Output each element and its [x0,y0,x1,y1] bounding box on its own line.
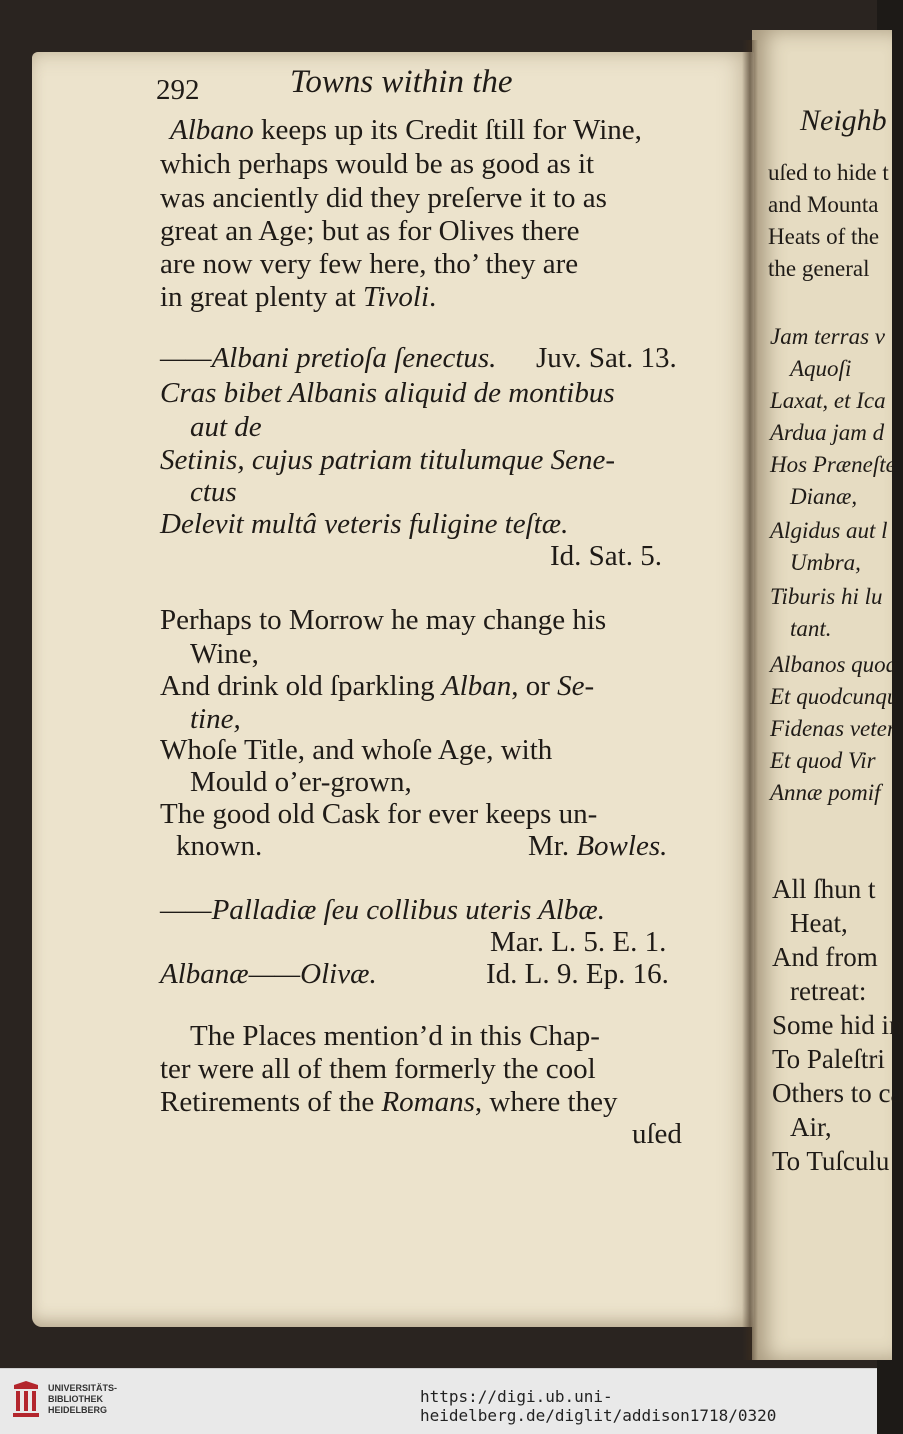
right-line: To Tuſculu [772,1146,890,1176]
right-line: Et quodcunqu [770,684,899,709]
verse-line: Mould o’er-grown, [190,766,412,798]
verse-line: The good old Cask for ever keeps un- [160,798,598,830]
right-line: tant. [790,616,832,641]
verse-line: known. [176,830,263,862]
right-line: retreat: [790,976,867,1006]
latin-quote-line: aut de [190,411,262,443]
line-text: keeps up its Credit ſtill for Wine, [253,114,642,146]
verse-line [160,670,594,702]
right-line: And from [772,942,878,972]
text-line: The Places mention’d in this Chap- [190,1020,600,1052]
right-line: To Paleſtri [772,1044,885,1074]
verse-line: Whoſe Title, and whoſe Age, with [160,734,553,766]
line-text: in great plenty at [160,281,363,313]
latin-quote-line: Cras bibet Albanis aliquid de montibus [160,377,615,409]
page-number: 292 [156,74,200,106]
italic-word: Tivoli [362,281,430,313]
text-line [170,114,642,146]
right-line: Fidenas veter [770,716,896,741]
latin-quote-line: ——Albani pretioſa ſenectus. [160,342,497,374]
text-line: was anciently did they preſerve it to as [160,182,607,214]
right-line: Heats of the [768,224,880,249]
right-line: Heat, [790,908,848,938]
viewer-footer [0,1368,877,1434]
verse-line: Wine, [190,638,259,670]
latin-quote-line: ——Palladiæ ſeu collibus uteris Albæ. [160,894,605,926]
running-title: Towns within the [290,64,513,100]
line-text: , or [511,670,558,702]
right-line: Ardua jam d [770,420,885,445]
right-line: Laxat, et Ica [770,388,886,413]
italic-word: Bowles. [576,830,668,862]
library-name [48,1383,117,1416]
attribution [528,830,667,862]
latin-quote-line: Albanæ——Olivæ. [160,958,377,990]
library-line: BIBLIOTHEK [48,1394,103,1404]
right-line: Et quod Vir [770,748,876,773]
citation: Id. Sat. 5. [550,540,662,572]
right-line: Tiburis hi lu [770,584,883,609]
library-logo-icon[interactable] [10,1379,42,1421]
right-running-title: Neighb [800,104,887,137]
right-line: the general [768,256,870,281]
right-line: Hos Præneſte [770,452,896,477]
right-line: Aquoſi [790,356,852,381]
text-line: are now very few here, tho’ they are [160,248,579,280]
line-text: Retirements of the [160,1086,382,1118]
text-line: which perhaps would be as good as it [160,148,595,180]
latin-quote-line: Setinis, cujus patriam titulumque Sene- [160,444,616,476]
right-line: Dianæ, [790,484,858,509]
right-line: Umbra, [790,550,861,575]
right-line: Air, [790,1112,832,1142]
italic-word: Romans [381,1086,475,1118]
text-line: great an Age; but as for Olives there [160,215,580,247]
latin-quote-line: ctus [190,476,237,508]
right-line: Algidus aut l [770,518,888,543]
right-line: Some hid in [772,1010,903,1040]
text-line [160,1086,617,1118]
right-line: Others to ca [772,1078,903,1108]
catchword: uſed [632,1118,682,1150]
text-line [160,281,436,313]
italic-word: Albano [170,114,254,146]
latin-quote-line: Delevit multâ veteris fuligine teſtæ. [160,508,569,540]
italic-word: Se- [557,670,595,702]
right-line: uſed to hide t [768,160,889,185]
verse-line: tine, [190,703,241,735]
right-line: All ſhun t [772,874,876,904]
line-text: , where they [474,1086,618,1118]
line-text: . [429,281,437,313]
right-page [752,30,903,1360]
text-line: ter were all of them formerly the cool [160,1053,596,1085]
right-line: and Mounta [768,192,879,217]
citation: Juv. Sat. 13. [536,342,677,374]
citation: Id. L. 9. Ep. 16. [486,958,669,990]
line-text: And drink old ſparkling [160,670,442,702]
right-line: Annæ pomif [770,780,881,805]
library-line: UNIVERSITÄTS- [48,1383,118,1393]
page-gutter [742,40,758,1360]
citation: Mar. L. 5. E. 1. [490,926,667,958]
italic-word: Alban [441,670,512,702]
library-line: HEIDELBERG [48,1405,108,1415]
right-line: Jam terras v [770,324,885,349]
right-line: Albanos quoq [770,652,898,677]
permalink[interactable]: https://digi.ub.uni-heidelberg.de/diglit/addison1718/0320 [420,1387,777,1425]
line-text: Mr. [528,830,577,862]
verse-line: Perhaps to Morrow he may change his [160,604,607,636]
